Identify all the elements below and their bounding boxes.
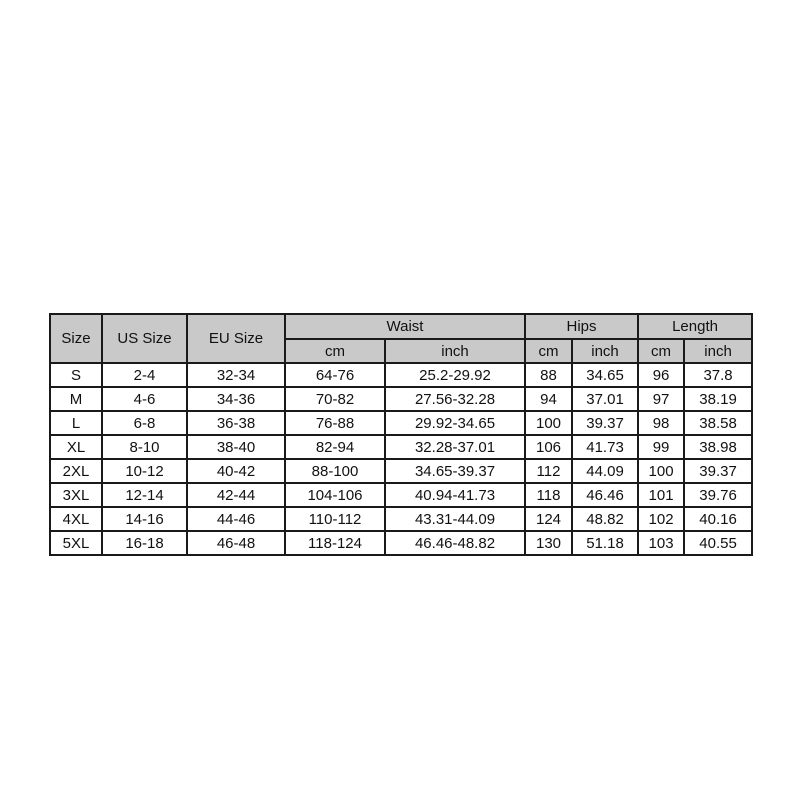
cell-waist-inch: 25.2-29.92	[385, 363, 525, 387]
cell-eu-size: 36-38	[187, 411, 285, 435]
table-row	[50, 435, 752, 459]
table-header	[50, 314, 752, 363]
cell-hips-inch: 44.09	[572, 459, 638, 483]
table-row	[50, 483, 752, 507]
cell-hips-inch: 39.37	[572, 411, 638, 435]
cell-size: M	[50, 387, 102, 411]
cell-length-inch: 37.8	[684, 363, 752, 387]
table-body	[50, 363, 752, 555]
cell-hips-cm: 94	[525, 387, 572, 411]
cell-us-size: 4-6	[102, 387, 187, 411]
cell-us-size: 2-4	[102, 363, 187, 387]
cell-size: 2XL	[50, 459, 102, 483]
cell-length-inch: 38.58	[684, 411, 752, 435]
cell-eu-size: 38-40	[187, 435, 285, 459]
cell-length-inch: 39.37	[684, 459, 752, 483]
cell-waist-inch: 27.56-32.28	[385, 387, 525, 411]
cell-length-inch: 40.55	[684, 531, 752, 555]
cell-size: S	[50, 363, 102, 387]
header-hips: Hips	[525, 314, 638, 339]
cell-eu-size: 40-42	[187, 459, 285, 483]
cell-hips-cm: 118	[525, 483, 572, 507]
cell-length-cm: 102	[638, 507, 684, 531]
cell-length-inch: 38.19	[684, 387, 752, 411]
cell-length-inch: 40.16	[684, 507, 752, 531]
cell-us-size: 6-8	[102, 411, 187, 435]
cell-hips-inch: 48.82	[572, 507, 638, 531]
cell-waist-cm: 64-76	[285, 363, 385, 387]
cell-eu-size: 46-48	[187, 531, 285, 555]
header-us-size: US Size	[102, 314, 187, 363]
cell-size: 3XL	[50, 483, 102, 507]
cell-waist-cm: 76-88	[285, 411, 385, 435]
header-size: Size	[50, 314, 102, 363]
table-row	[50, 363, 752, 387]
table-row	[50, 507, 752, 531]
cell-hips-inch: 51.18	[572, 531, 638, 555]
cell-waist-inch: 40.94-41.73	[385, 483, 525, 507]
cell-waist-cm: 118-124	[285, 531, 385, 555]
header-eu-size: EU Size	[187, 314, 285, 363]
cell-eu-size: 34-36	[187, 387, 285, 411]
cell-length-cm: 100	[638, 459, 684, 483]
cell-us-size: 10-12	[102, 459, 187, 483]
cell-eu-size: 42-44	[187, 483, 285, 507]
cell-us-size: 16-18	[102, 531, 187, 555]
cell-waist-cm: 110-112	[285, 507, 385, 531]
cell-length-cm: 96	[638, 363, 684, 387]
cell-hips-inch: 41.73	[572, 435, 638, 459]
cell-length-cm: 101	[638, 483, 684, 507]
cell-us-size: 8-10	[102, 435, 187, 459]
cell-size: 5XL	[50, 531, 102, 555]
cell-waist-inch: 34.65-39.37	[385, 459, 525, 483]
header-hips-cm: cm	[525, 339, 572, 363]
cell-hips-cm: 130	[525, 531, 572, 555]
cell-waist-inch: 32.28-37.01	[385, 435, 525, 459]
cell-waist-cm: 82-94	[285, 435, 385, 459]
cell-size: L	[50, 411, 102, 435]
cell-hips-inch: 34.65	[572, 363, 638, 387]
header-waist-cm: cm	[285, 339, 385, 363]
cell-hips-cm: 106	[525, 435, 572, 459]
cell-length-inch: 38.98	[684, 435, 752, 459]
cell-length-cm: 99	[638, 435, 684, 459]
cell-hips-cm: 88	[525, 363, 572, 387]
cell-hips-inch: 37.01	[572, 387, 638, 411]
table-row	[50, 531, 752, 555]
cell-length-cm: 97	[638, 387, 684, 411]
cell-eu-size: 32-34	[187, 363, 285, 387]
cell-waist-cm: 88-100	[285, 459, 385, 483]
cell-waist-inch: 43.31-44.09	[385, 507, 525, 531]
cell-hips-cm: 112	[525, 459, 572, 483]
header-row-top	[50, 314, 752, 339]
size-chart-table	[49, 313, 753, 556]
cell-waist-cm: 104-106	[285, 483, 385, 507]
cell-length-cm: 98	[638, 411, 684, 435]
cell-waist-inch: 29.92-34.65	[385, 411, 525, 435]
table-row	[50, 387, 752, 411]
header-waist: Waist	[285, 314, 525, 339]
cell-us-size: 12-14	[102, 483, 187, 507]
cell-us-size: 14-16	[102, 507, 187, 531]
cell-eu-size: 44-46	[187, 507, 285, 531]
header-waist-inch: inch	[385, 339, 525, 363]
header-length-inch: inch	[684, 339, 752, 363]
cell-hips-inch: 46.46	[572, 483, 638, 507]
cell-length-cm: 103	[638, 531, 684, 555]
cell-length-inch: 39.76	[684, 483, 752, 507]
header-length: Length	[638, 314, 752, 339]
cell-hips-cm: 124	[525, 507, 572, 531]
cell-size: 4XL	[50, 507, 102, 531]
cell-waist-inch: 46.46-48.82	[385, 531, 525, 555]
header-hips-inch: inch	[572, 339, 638, 363]
table-row	[50, 411, 752, 435]
cell-hips-cm: 100	[525, 411, 572, 435]
cell-waist-cm: 70-82	[285, 387, 385, 411]
table-row	[50, 459, 752, 483]
header-length-cm: cm	[638, 339, 684, 363]
cell-size: XL	[50, 435, 102, 459]
